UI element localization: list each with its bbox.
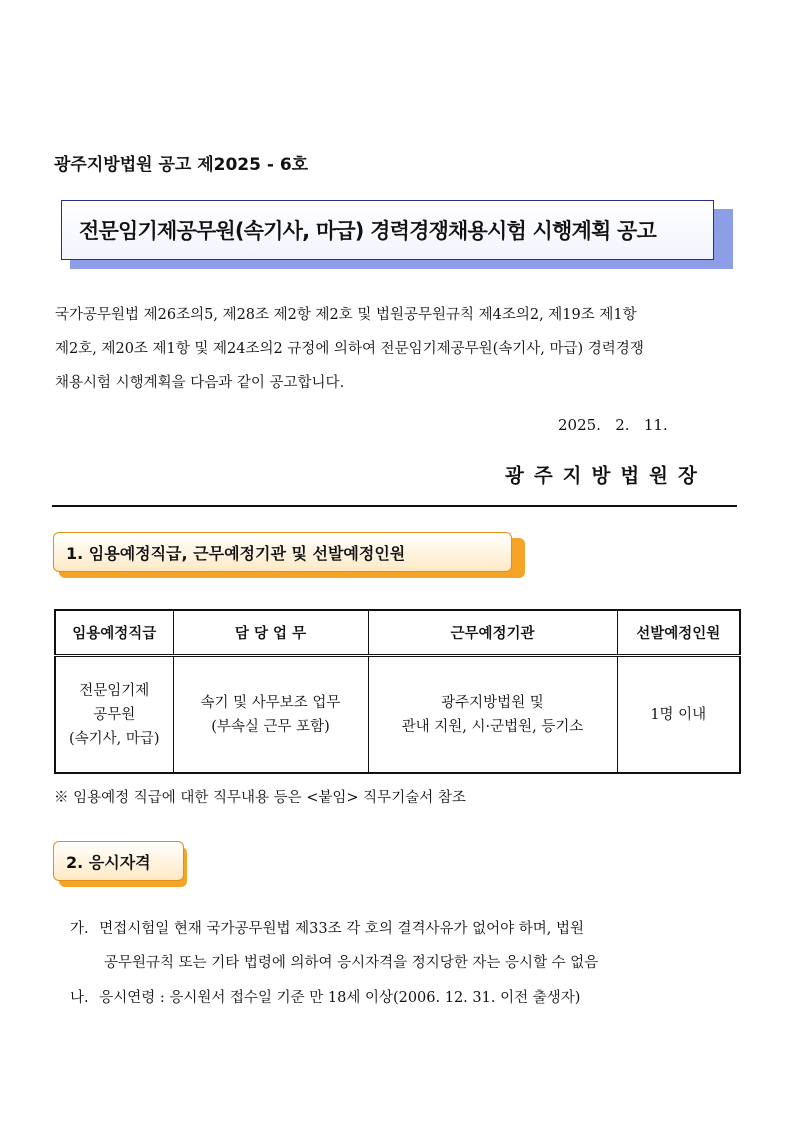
item-text: 면접시험일 현재 국가공무원법 제33조 각 호의 결격사유가 없어야 하며, 법원 <box>99 921 584 937</box>
table-header-cell: 담 당 업 무 <box>173 610 368 656</box>
intro-line: 채용시험 시행계획을 다음과 같이 공고합니다. <box>55 375 345 391</box>
duty-line: (부속실 근무 포함) <box>211 718 330 735</box>
section2-heading: 2. 응시자격 <box>66 852 151 872</box>
table-header-cell: 선발예정인원 <box>617 610 740 656</box>
signer-name: 광주지방법원장 <box>505 464 707 487</box>
qualification-item-a-continued <box>104 948 775 978</box>
notice-date: 2025. 2. 11. <box>558 416 668 434</box>
section1-heading-box <box>53 532 512 572</box>
item-marker: 나. <box>70 990 89 1006</box>
duty-line: 속기 및 사무보조 업무 <box>200 694 341 711</box>
item-text: 응시연령 : 응시원서 접수일 기준 만 18세 이상(2006. 12. 31. 이전 출생자) <box>99 990 581 1006</box>
duty-cell <box>173 656 368 774</box>
recruitment-table <box>54 609 741 774</box>
table-header-cell: 임용예정직급 <box>55 610 173 656</box>
item-marker: 가. <box>70 921 89 937</box>
grade-line: 공무원 <box>93 706 136 723</box>
agency-cell <box>368 656 617 774</box>
item-text: 공무원규칙 또는 기타 법령에 의하여 응시자격을 정지당한 자는 응시할 수 없음 <box>104 955 599 971</box>
agency-line: 광주지방법원 및 <box>441 694 544 711</box>
qualification-item-a <box>70 914 741 944</box>
agency-line: 관내 지원, 시·군법원, 등기소 <box>401 718 584 735</box>
grade-cell <box>55 656 173 774</box>
table-header-cell: 근무예정기관 <box>368 610 617 656</box>
title-box <box>61 200 714 260</box>
grade-line: 전문임기제 <box>79 682 150 699</box>
section2-heading-box <box>53 841 184 881</box>
table-row <box>55 656 740 774</box>
intro-paragraph <box>55 298 741 400</box>
notice-number: 광주지방법원 공고 제2025 - 6호 <box>54 155 309 175</box>
section1-heading: 1. 임용예정직급, 근무예정기관 및 선발예정인원 <box>66 543 406 563</box>
intro-line: 제2호, 제20조 제1항 및 제24조의2 규정에 의하여 전문임기제공무원(속기사, 마급) 경력경쟁 <box>55 341 644 357</box>
table-note: ※ 임용예정 직급에 대한 직무내용 등은 <붙임> 직무기술서 참조 <box>54 790 466 806</box>
intro-line: 국가공무원법 제26조의5, 제28조 제2항 제2호 및 법원공무원규칙 제4조의2, 제19조 제1항 <box>55 307 637 323</box>
grade-line: (속기사, 마급) <box>68 730 160 747</box>
document-title: 전문임기제공무원(속기사, 마급) 경력경쟁채용시험 시행계획 공고 <box>79 219 656 243</box>
table-header-row <box>55 610 740 656</box>
count-cell: 1명 이내 <box>617 656 740 774</box>
qualification-item-b <box>70 983 741 1013</box>
divider <box>52 505 737 507</box>
